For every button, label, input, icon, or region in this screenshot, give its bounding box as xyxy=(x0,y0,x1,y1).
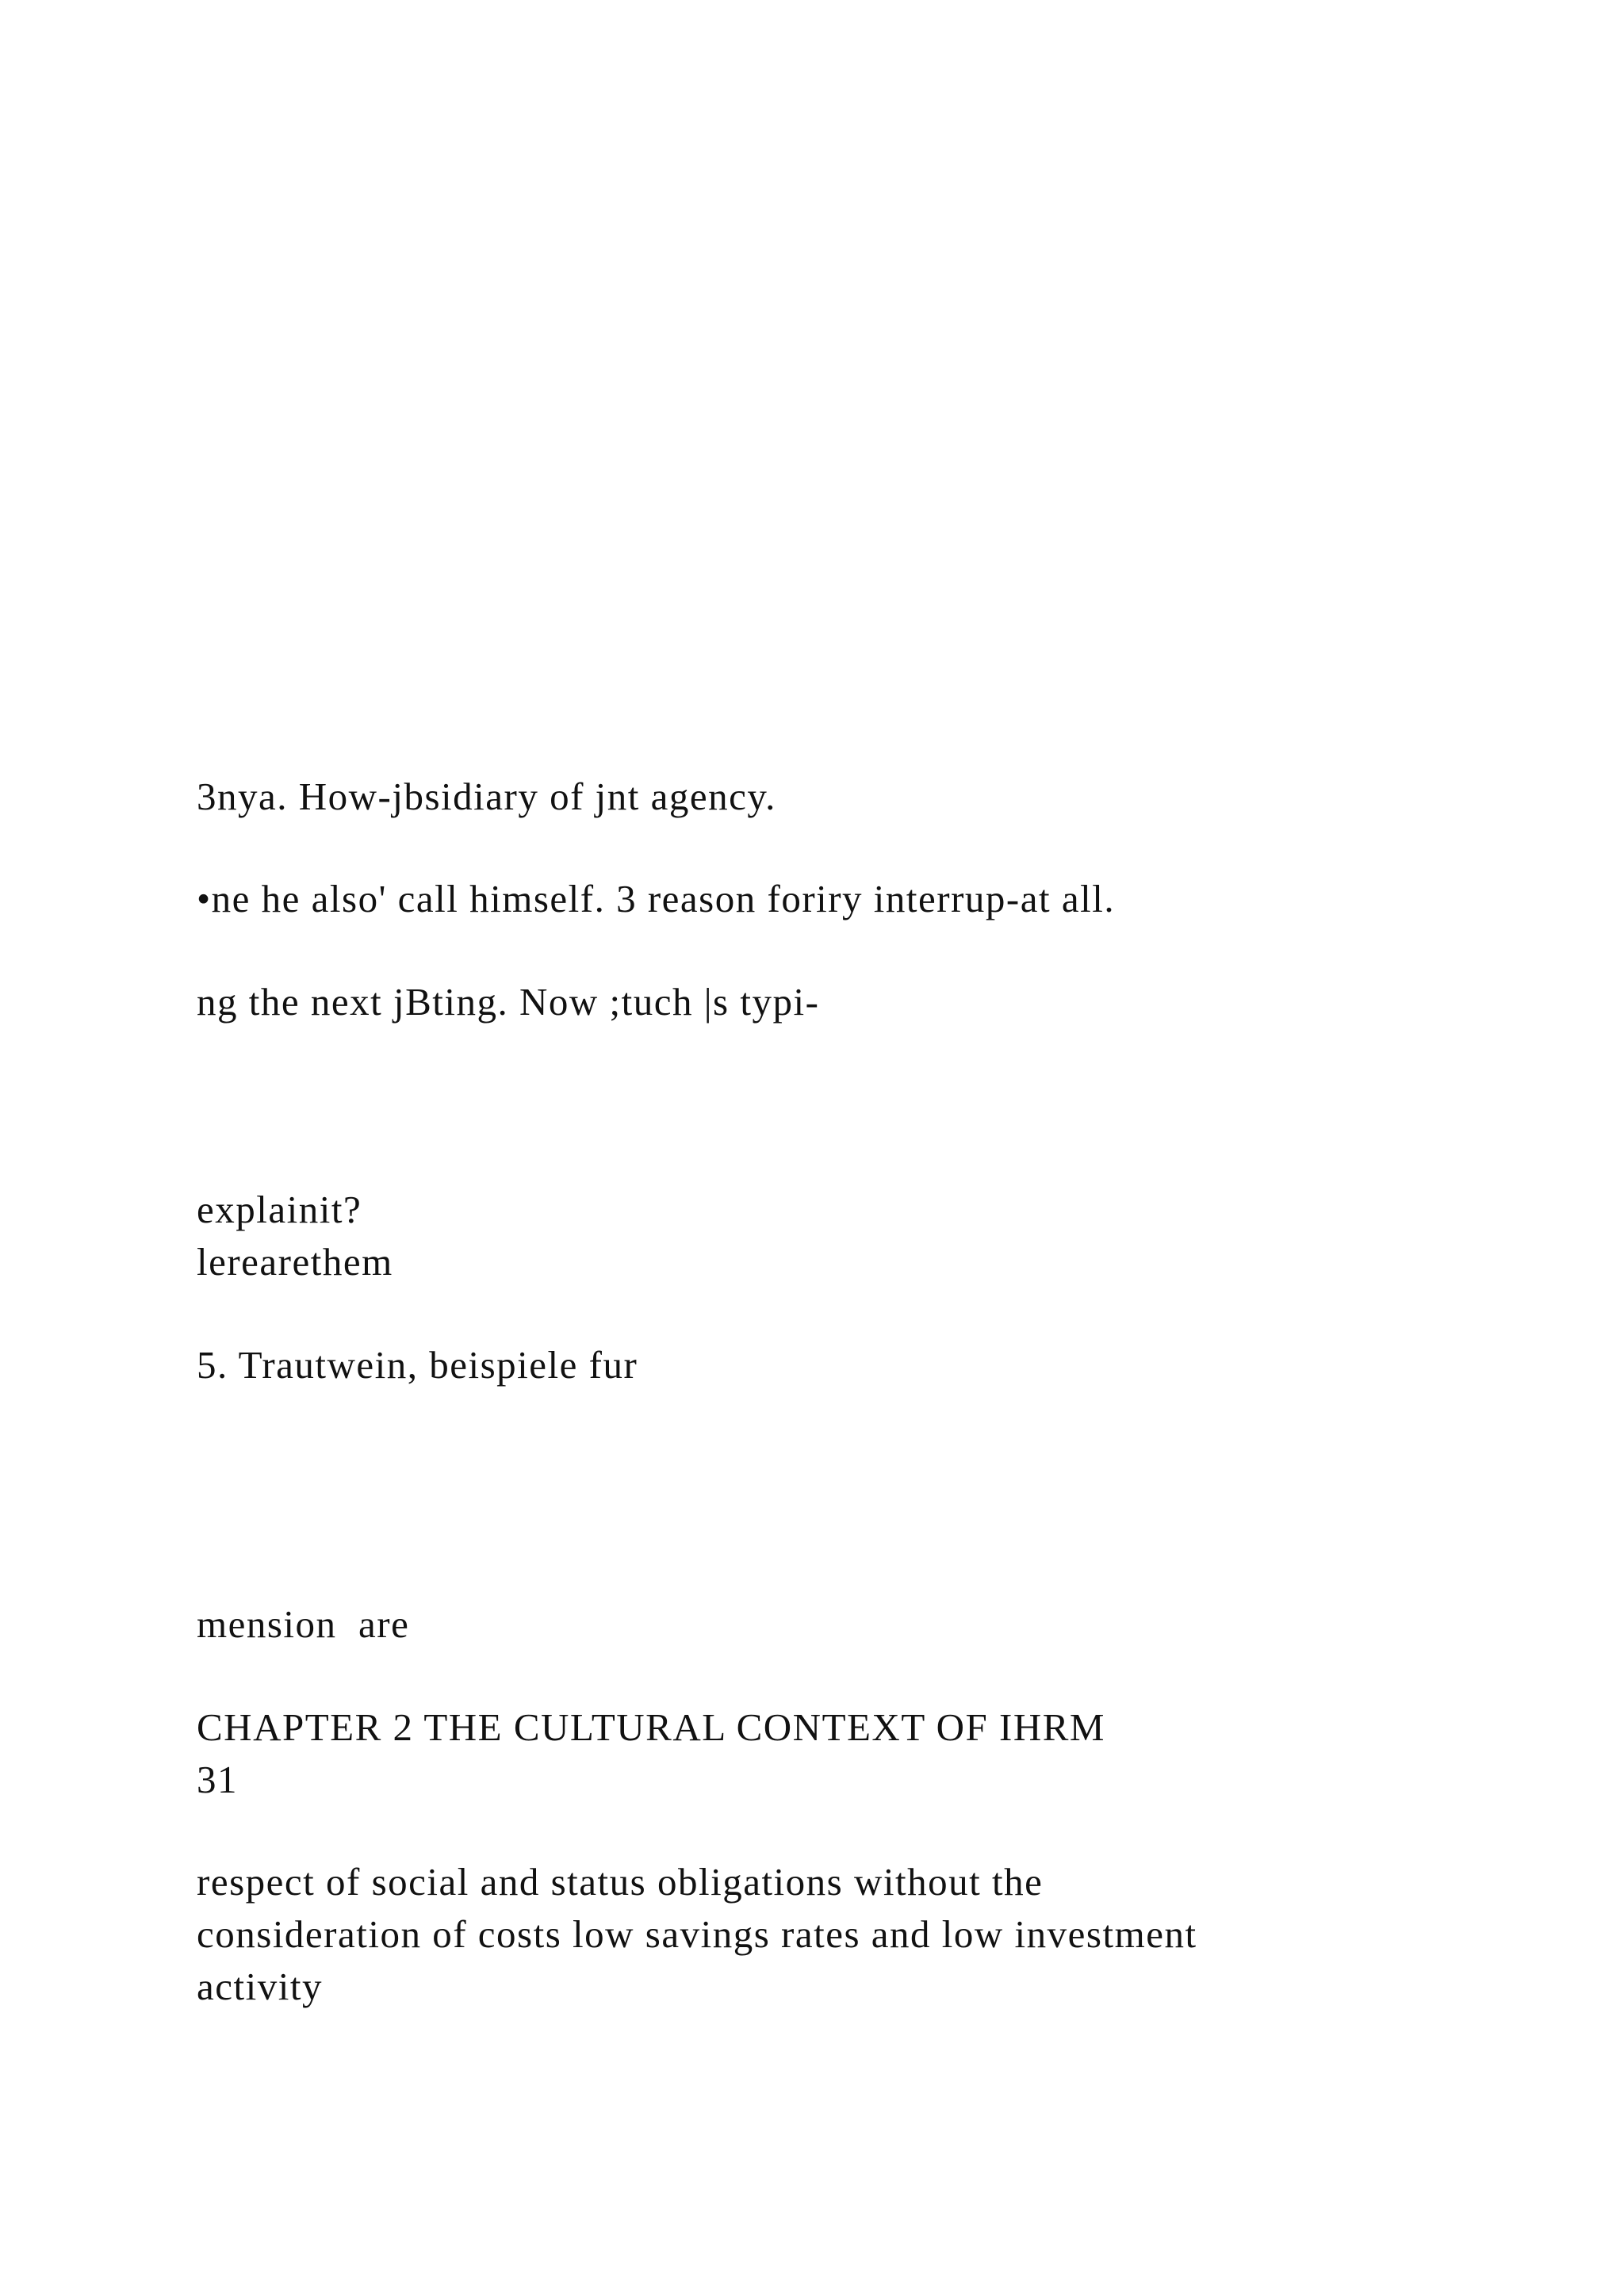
text-line: explainit? xyxy=(197,1188,362,1231)
text-line: mension are xyxy=(197,1602,410,1646)
text-line: ng the next jBting. Now ;tuch |s typi- xyxy=(197,980,820,1024)
text-line: activity xyxy=(197,1965,323,2008)
page-number: 31 xyxy=(197,1758,238,1801)
text-line: •ne he also' call himself. 3 reason foriry interrup-at all. xyxy=(197,877,1116,920)
text-line: 3nya. How-jbsidiary of jnt agency. xyxy=(197,775,776,818)
text-line: consideration of costs low savings rates and low investment xyxy=(197,1912,1197,1956)
text-line: respect of social and status obligations without the xyxy=(197,1860,1044,1904)
text-line: lerearethem xyxy=(197,1240,393,1284)
chapter-heading: CHAPTER 2 THE CULTURAL CONTEXT OF IHRM xyxy=(197,1705,1105,1749)
text-line: 5. Trautwein, beispiele fur xyxy=(197,1343,638,1387)
